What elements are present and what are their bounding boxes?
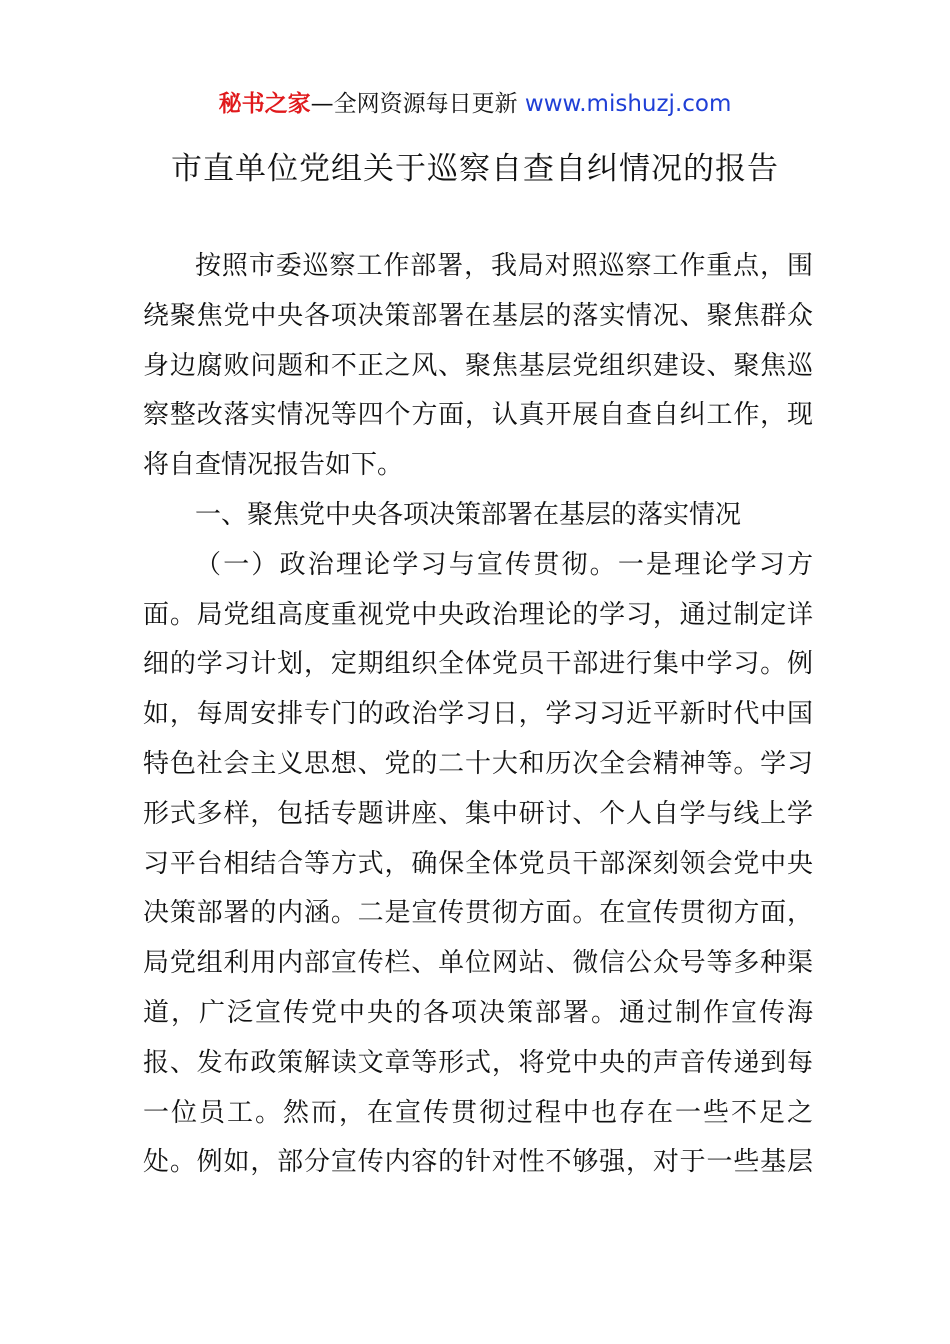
paragraph-line: 决策部署的内涵。二是宣传贯彻方面。在宣传贯彻方面，: [143, 898, 813, 929]
paragraph-line: 察整改落实情况等四个方面，认真开展自查自纠工作，现: [143, 400, 813, 431]
paragraph-line: 报、发布政策解读文章等形式，将党中央的声音传递到每: [143, 1047, 813, 1078]
paragraph-line: 如，每周安排专门的政治学习日，学习习近平新时代中国: [143, 699, 813, 730]
paragraph-line: 处。例如，部分宣传内容的针对性不够强，对于一些基层: [143, 1147, 813, 1178]
document-title: 市直单位党组关于巡察自查自纠情况的报告: [171, 151, 779, 187]
paragraph-line: 绕聚焦党中央各项决策部署在基层的落实情况、聚焦群众: [143, 300, 813, 331]
paragraph-line: 细的学习计划，定期组织全体党员干部进行集中学习。例: [143, 649, 813, 680]
paragraph-line: 一位员工。然而，在宣传贯彻过程中也存在一些不足之: [143, 1097, 813, 1128]
paragraph-line: 身边腐败问题和不正之风、聚焦基层党组织建设、聚焦巡: [143, 350, 813, 381]
brand-name: 秘书之家: [218, 91, 311, 117]
paragraph-line: 按照市委巡察工作部署，我局对照巡察工作重点，围: [195, 251, 813, 281]
section-heading: 一、聚焦党中央各项决策部署在基层的落实情况: [195, 499, 742, 530]
site-url[interactable]: www.mishuzj.com: [524, 91, 732, 117]
header-tagline: —全网资源每日更新: [310, 91, 525, 117]
document-body: [143, 242, 813, 1188]
site-header: [0, 88, 950, 120]
paragraph-line: 特色社会主义思想、党的二十大和历次全会精神等。学习: [143, 748, 813, 779]
paragraph-line: 习平台相结合等方式，确保全体党员干部深刻领会党中央: [143, 848, 813, 879]
paragraph-line: 局党组利用内部宣传栏、单位网站、微信公众号等多种渠: [143, 948, 813, 979]
paragraph-line: 形式多样，包括专题讲座、集中研讨、个人自学与线上学: [143, 798, 813, 829]
paragraph-line: 将自查情况报告如下。: [143, 450, 404, 481]
paragraph-line: 道，广泛宣传党中央的各项决策部署。通过制作宣传海: [143, 997, 813, 1028]
paragraph-line: （一）政治理论学习与宣传贯彻。一是理论学习方: [195, 549, 813, 580]
paragraph-line: 面。局党组高度重视党中央政治理论的学习，通过制定详: [143, 599, 813, 630]
